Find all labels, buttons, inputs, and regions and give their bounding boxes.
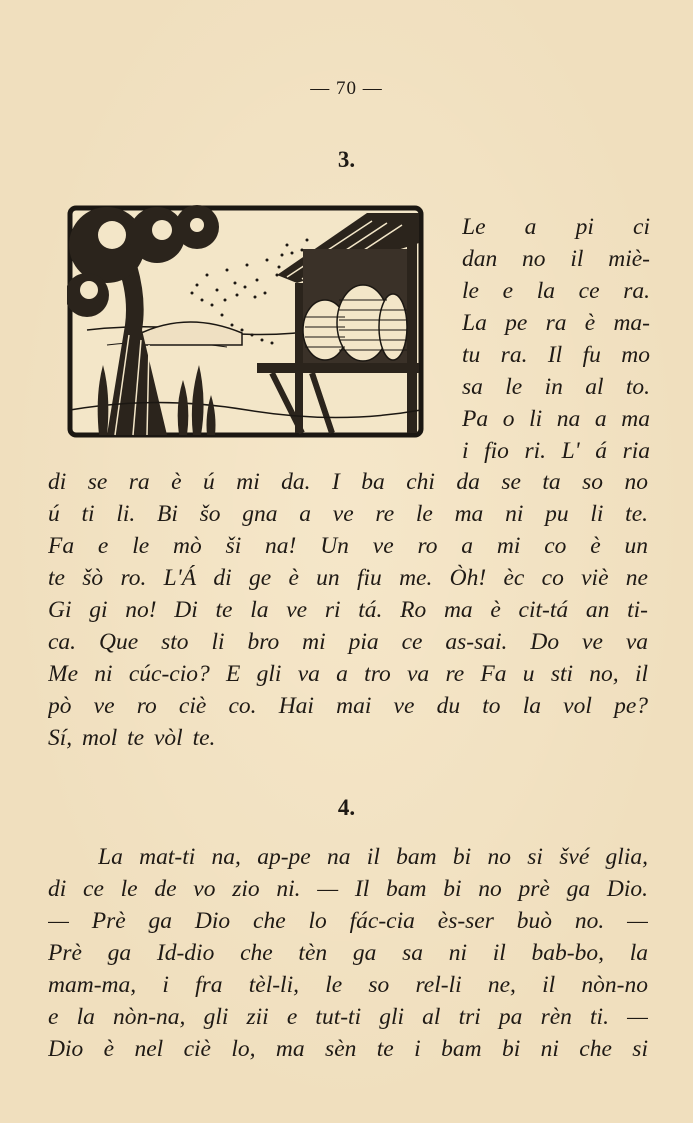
section-heading-3: 3. — [337, 147, 356, 172]
text-line: di se ra è ú mi da. I ba chi da se ta so no — [48, 469, 648, 495]
text-line: ú ti li. Bi šo gna a ve re le ma ni pu li te. — [48, 501, 648, 527]
page-number: — 70 — — [310, 78, 383, 99]
text-line: Prè ga Id-dio che tèn ga sa ni il bab-bo, la — [48, 940, 648, 966]
text-line: Dio è nel ciè lo, ma sèn te i bam bi ni che si — [48, 1036, 648, 1062]
text-line: Sí, mol te vòl te. — [48, 725, 216, 751]
text-line: di ce le de vo zio ni. — Il bam bi no prè ga Dio. — [48, 876, 648, 902]
text-line: tu ra. Il fu mo — [462, 342, 650, 368]
text-line: pò ve ro ciè co. Hai mai ve du to la vol pe? — [48, 693, 648, 719]
text-line: La mat-ti na, ap-pe na il bam bi no si švé glia, — [98, 844, 648, 870]
text-line: dan no il miè- — [462, 246, 650, 272]
text-line: Me ni cúc-cio? E gli va a tro va re Fa u sti no, il — [48, 661, 648, 687]
text-line: mam-ma, i fra tèl-li, le so rel-li ne, il nòn-no — [48, 972, 648, 998]
text-line: — Prè ga Dio che lo fác-cia ès-ser buò no. — — [48, 908, 648, 934]
text-line: sa le in al to. — [462, 374, 650, 400]
text-line: i fio ri. L' á ria — [462, 438, 650, 464]
text-line: te šò ro. L'Á di ge è un fiu me. Òh! èc co viè ne — [48, 565, 648, 591]
section-heading-4: 4. — [337, 795, 356, 820]
text-line: Pa o li na a ma — [462, 406, 650, 432]
beehive-illustration-icon — [67, 205, 424, 438]
text-line: ca. Que sto li bro mi pia ce as-sai. Do ve va — [48, 629, 648, 655]
text-line: Le a pi ci — [462, 214, 650, 240]
text-line: La pe ra è ma- — [462, 310, 650, 336]
text-line: e la nòn-na, gli zii e tut-ti gli al tri pa rèn ti. — — [48, 1004, 648, 1030]
text-line: Gi gi no! Di te la ve ri tá. Ro ma è cit-tá an ti- — [48, 597, 648, 623]
text-line: le e la ce ra. — [462, 278, 650, 304]
text-line: Fa e le mò ši na! Un ve ro a mi co è un — [48, 533, 648, 559]
